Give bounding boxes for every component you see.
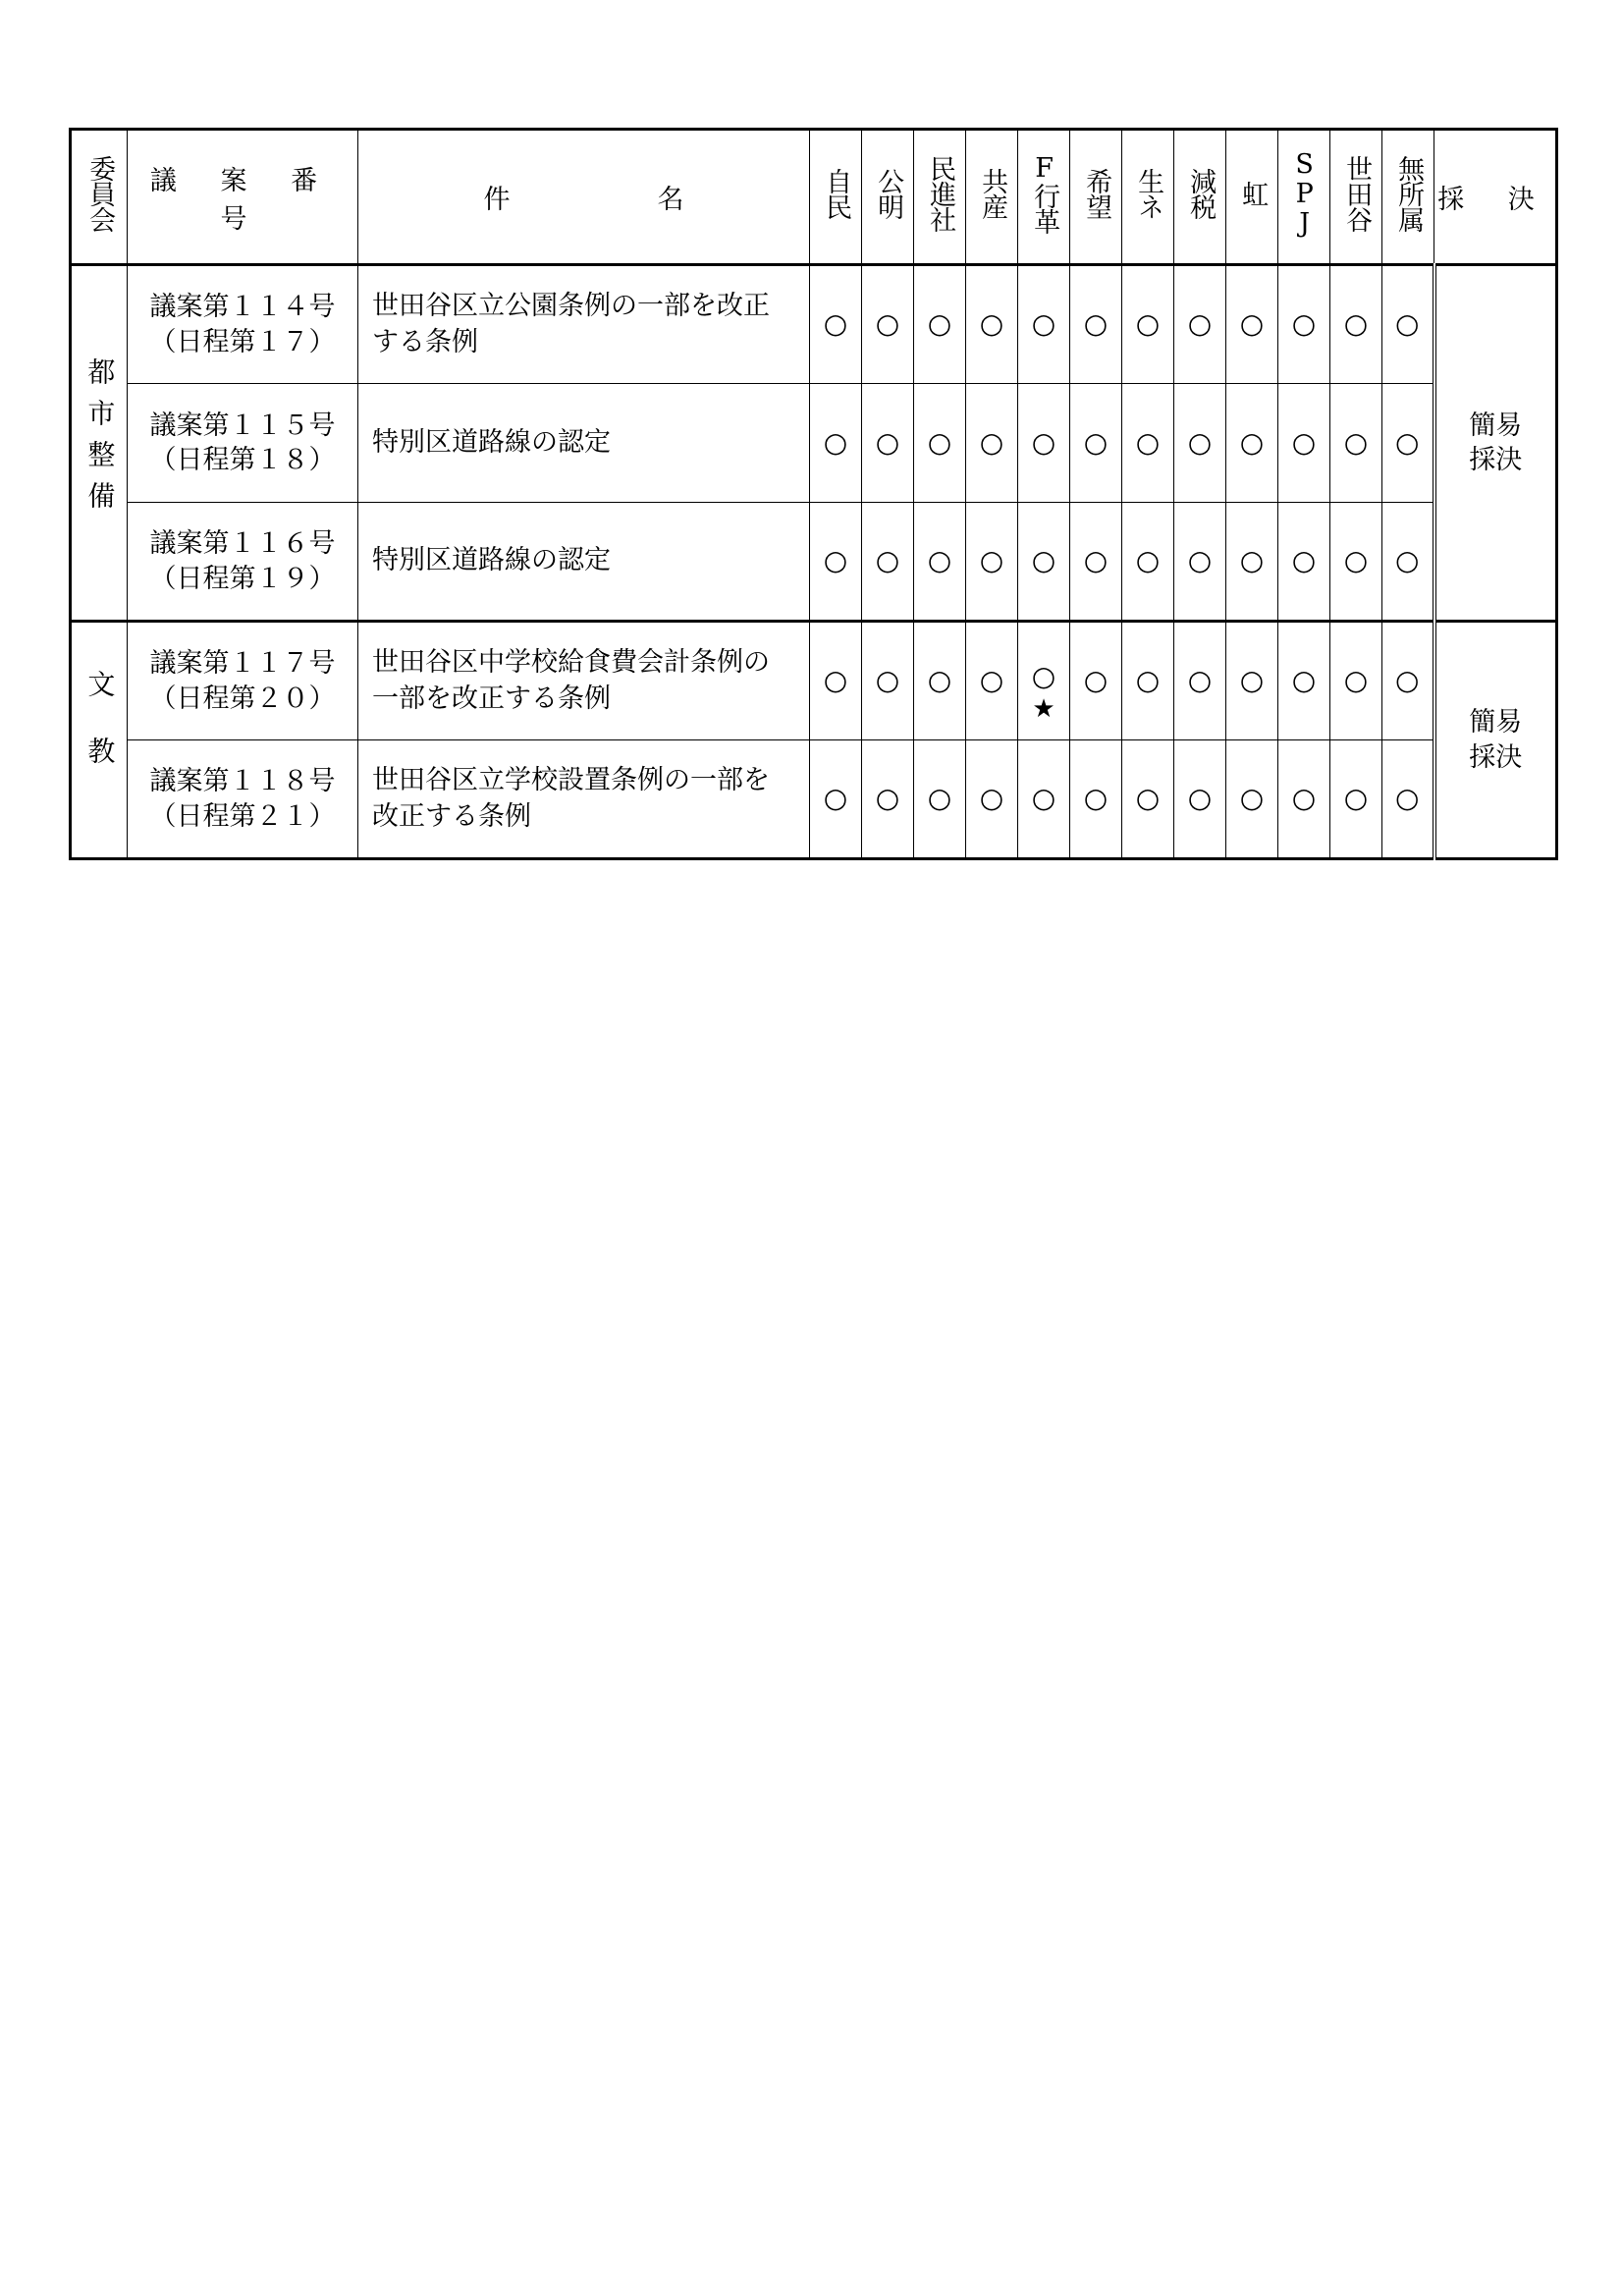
vote-cell: ○ [810, 740, 862, 859]
vote-cell: ○ [1070, 384, 1122, 503]
vote-cell: ○ [1122, 503, 1174, 622]
header-party-1: 自民 [810, 130, 862, 265]
vote-cell: ○ [1278, 622, 1330, 740]
vote-cell: ○ [1018, 503, 1070, 622]
subject-cell: 世田谷区中学校給食費会計条例の 一部を改正する条例 [358, 622, 810, 740]
vote-cell: ○ [1278, 740, 1330, 859]
vote-cell: ○ [914, 265, 966, 384]
subject-cell: 特別区道路線の認定 [358, 384, 810, 503]
vote-cell: ○ [1330, 503, 1382, 622]
header-result: 採 決 [1434, 130, 1557, 265]
vote-cell: ○ [1070, 265, 1122, 384]
vote-cell: ○ [1018, 265, 1070, 384]
vote-cell: ○ [862, 384, 914, 503]
header-party-2: 公明 [862, 130, 914, 265]
vote-cell: ○ [1226, 265, 1278, 384]
table-row [71, 622, 1557, 740]
vote-cell: ○ [1174, 503, 1226, 622]
vote-cell: ○ [914, 384, 966, 503]
vote-cell: ○ [862, 740, 914, 859]
vote-cell: ○ [966, 265, 1018, 384]
header-party-6: 希望 [1070, 130, 1122, 265]
vote-cell: ○ [1070, 503, 1122, 622]
vote-cell: ○ [1122, 622, 1174, 740]
vote-cell: ○ [810, 622, 862, 740]
vote-cell: ○ [1330, 622, 1382, 740]
vote-cell: ○ [1382, 503, 1434, 622]
star-mark-icon: ★ [1032, 694, 1055, 724]
vote-cell: ○ [1330, 740, 1382, 859]
vote-cell: ○ [1122, 384, 1174, 503]
table-row [71, 384, 1557, 503]
vote-cell: ○ [1382, 740, 1434, 859]
vote-cell: ○ [1018, 384, 1070, 503]
vote-cell: ○ [1330, 265, 1382, 384]
bill-number-cell: 議案第１１５号 （日程第１８） [128, 384, 358, 503]
vote-cell: ○ [1174, 740, 1226, 859]
vote-cell: ○ [862, 265, 914, 384]
vote-cell: ○ [1278, 265, 1330, 384]
vote-cell: ○ [966, 384, 1018, 503]
vote-cell: ○ [1278, 503, 1330, 622]
header-row [71, 130, 1557, 265]
vote-cell: ○ [1122, 265, 1174, 384]
vote-cell: ○ [1174, 265, 1226, 384]
vote-cell: ○ [914, 503, 966, 622]
vote-cell: ○ [1382, 622, 1434, 740]
vote-results-table [69, 128, 1558, 860]
vote-cell: ○ [966, 622, 1018, 740]
bill-number-cell: 議案第１１６号 （日程第１９） [128, 503, 358, 622]
vote-cell: ○ [1226, 384, 1278, 503]
header-party-9: 虹 [1226, 130, 1278, 265]
vote-cell: ○ [1226, 740, 1278, 859]
subject-cell: 特別区道路線の認定 [358, 503, 810, 622]
bill-number-cell: 議案第１１７号 （日程第２０） [128, 622, 358, 740]
header-party-3: 民進社 [914, 130, 966, 265]
header-party-4: 共産 [966, 130, 1018, 265]
header-party-11: 世田谷 [1330, 130, 1382, 265]
header-party-5: F行革 [1018, 130, 1070, 265]
vote-cell: ○ [914, 740, 966, 859]
header-party-7: 生ネ [1122, 130, 1174, 265]
committee-cell: 都市整備 [71, 265, 128, 622]
committee-cell: 文教 [71, 622, 128, 859]
result-cell: 簡易 採決 [1434, 265, 1557, 622]
subject-cell: 世田谷区立公園条例の一部を改正 する条例 [358, 265, 810, 384]
header-subject: 件 名 [358, 130, 810, 265]
vote-cell: ○ ★ [1018, 622, 1070, 740]
vote-cell: ○ [862, 622, 914, 740]
vote-cell: ○ [1122, 740, 1174, 859]
vote-cell: ○ [1226, 503, 1278, 622]
vote-cell: ○ [1070, 622, 1122, 740]
result-cell: 簡易 採決 [1434, 622, 1557, 859]
table-row [71, 265, 1557, 384]
header-committee: 委員会 [71, 130, 128, 265]
header-party-8: 減税 [1174, 130, 1226, 265]
vote-cell: ○ [1278, 384, 1330, 503]
vote-cell: ○ [1382, 384, 1434, 503]
vote-cell: ○ [966, 503, 1018, 622]
vote-cell: ○ [810, 265, 862, 384]
vote-cell: ○ [810, 503, 862, 622]
vote-cell: ○ [966, 740, 1018, 859]
vote-cell: ○ [1330, 384, 1382, 503]
vote-cell: ○ [1174, 622, 1226, 740]
header-party-10: SPJ [1278, 130, 1330, 265]
bill-number-cell: 議案第１１４号 （日程第１７） [128, 265, 358, 384]
vote-cell: ○ [810, 384, 862, 503]
vote-cell: ○ [1382, 265, 1434, 384]
bill-number-cell: 議案第１１８号 （日程第２１） [128, 740, 358, 859]
vote-cell: ○ [1070, 740, 1122, 859]
table-row [71, 740, 1557, 859]
vote-cell: ○ [862, 503, 914, 622]
table-row [71, 503, 1557, 622]
header-party-12: 無所属 [1382, 130, 1434, 265]
vote-cell: ○ [1018, 740, 1070, 859]
vote-cell: ○ [914, 622, 966, 740]
vote-cell: ○ [1226, 622, 1278, 740]
subject-cell: 世田谷区立学校設置条例の一部を 改正する条例 [358, 740, 810, 859]
header-bill-number: 議 案 番 号 [128, 130, 358, 265]
vote-cell: ○ [1174, 384, 1226, 503]
